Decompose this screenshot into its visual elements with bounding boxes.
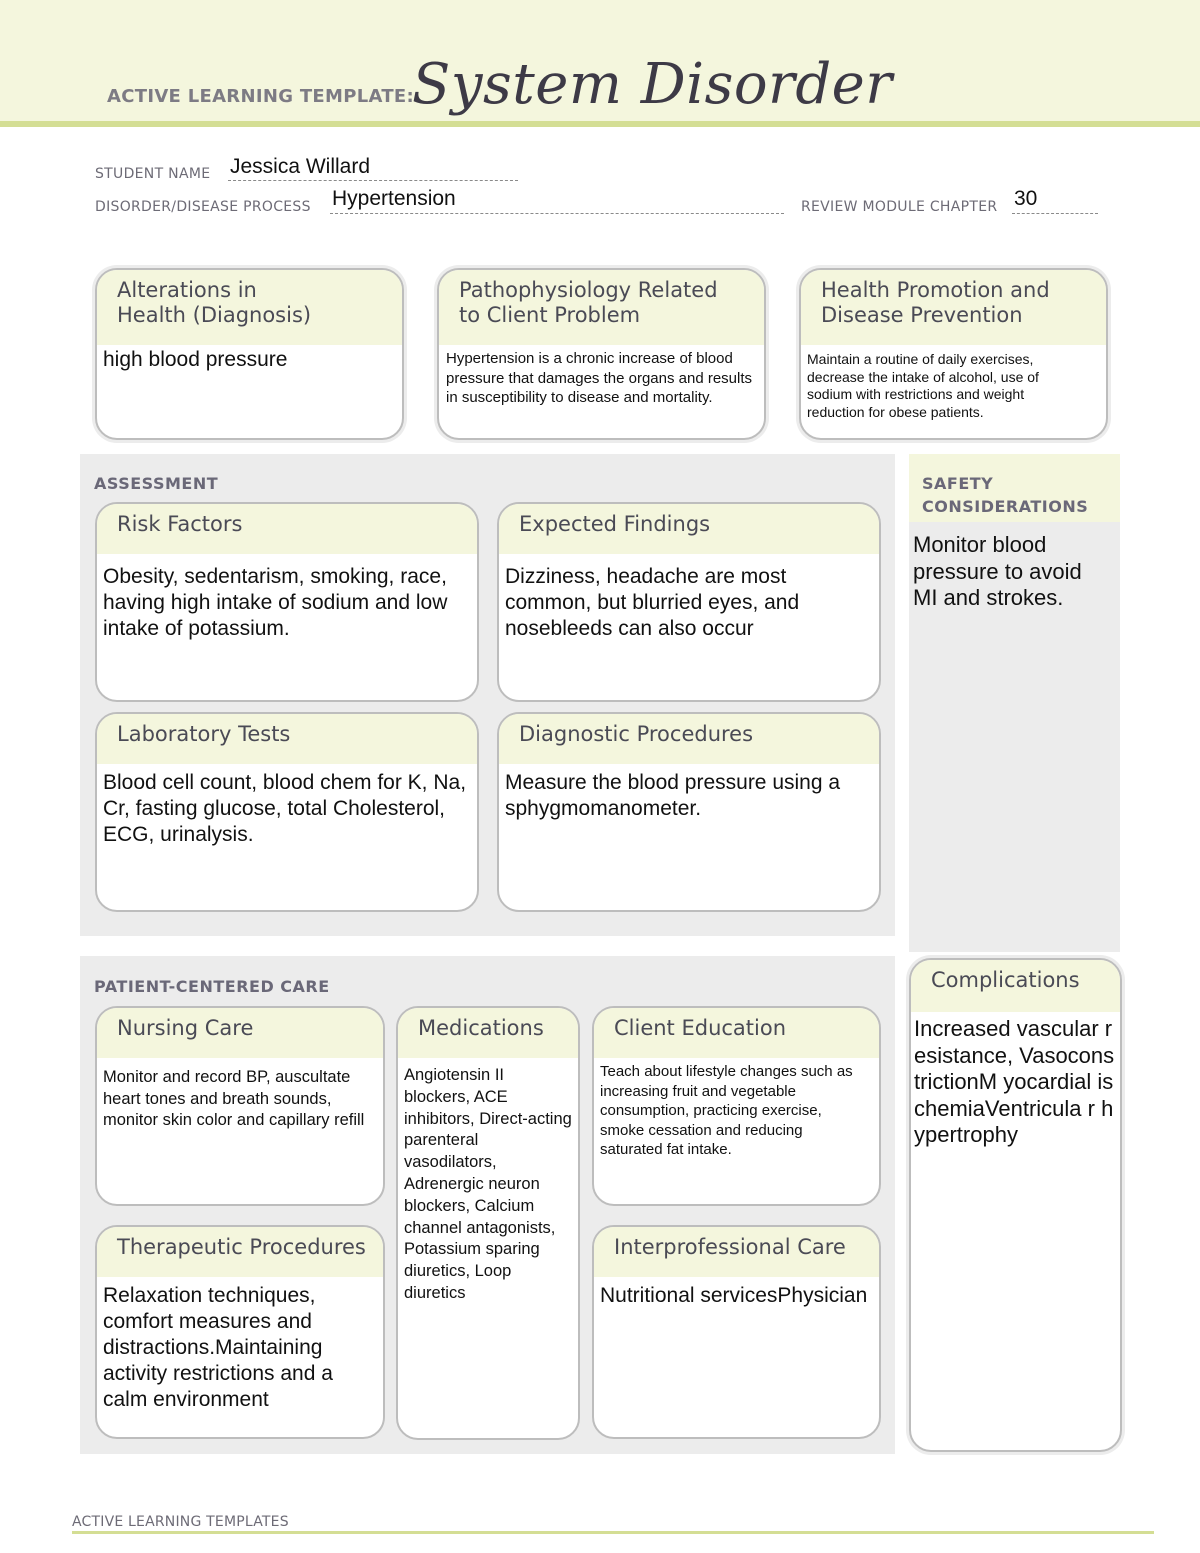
alterations-text[interactable]: high blood pressure [103,348,288,371]
expected-findings-title: Expected Findings [499,504,879,554]
expected-findings-text[interactable]: Dizziness, headache are most common, but blurried eyes, and nosebleeds can also occur [505,565,800,640]
medications-text[interactable]: Angiotensin II blockers, ACE inhibitors, Direct-acting parenteral vasodilators, Adrenergic neuron blockers, Calcium channel antagonists, Potassium sparing diuretics, Loop diuretics [404,1066,572,1302]
diagnostic-procedures-title: Diagnostic Procedures [499,714,879,764]
disorder-value: Hypertension [332,187,456,210]
risk-factors-text[interactable]: Obesity, sedentarism, smoking, race, having high intake of sodium and low intake of potassium. [103,565,448,640]
patient-care-title: PATIENT-CENTERED CARE [94,977,330,996]
assessment-title: ASSESSMENT [94,474,219,493]
disorder-label: DISORDER/DISEASE PROCESS [95,199,311,215]
footer-label: ACTIVE LEARNING TEMPLATES [72,1514,289,1530]
student-name-value: Jessica Willard [230,155,371,178]
safety-column [909,454,1120,952]
template-label: ACTIVE LEARNING TEMPLATE: [107,86,414,107]
client-education-title: Client Education [594,1008,879,1058]
review-chapter-field[interactable] [1012,213,1098,214]
student-name-label: STUDENT NAME [95,166,211,182]
interprofessional-care-title: Interprofessional Care [594,1227,879,1277]
disorder-field[interactable] [330,213,784,214]
template-title: System Disorder [412,52,893,117]
interprofessional-care-text[interactable]: Nutritional servicesPhysician [600,1284,868,1307]
interprofessional-care-box [592,1225,881,1439]
alterations-title: Alterations in Health (Diagnosis) [97,270,402,345]
client-education-text[interactable]: Teach about lifestyle changes such as increasing fruit and vegetable consumption, practicing exercise, smoke cessation and reducing saturated fat intake. [600,1063,853,1158]
nursing-care-title: Nursing Care [97,1008,383,1058]
diagnostic-procedures-text[interactable]: Measure the blood pressure using a sphygmomanometer. [505,771,841,820]
health-promotion-text[interactable]: Maintain a routine of daily exercises, decrease the intake of alcohol, use of sodium with restrictions and weight reduction for obese patients. [807,351,1039,420]
header-rule [0,121,1200,127]
client-education-box [592,1006,881,1206]
therapeutic-procedures-title: Therapeutic Procedures [97,1227,383,1277]
pathophysiology-title: Pathophysiology Related to Client Problem [439,270,764,345]
review-chapter-value: 30 [1014,187,1038,210]
therapeutic-procedures-text[interactable]: Relaxation techniques, comfort measures and distractions.Maintaining activity restrictions and a calm environment [103,1284,333,1411]
safety-text[interactable]: Monitor blood pressure to avoid MI and strokes. [913,532,1082,610]
laboratory-tests-title: Laboratory Tests [97,714,477,764]
nursing-care-text[interactable]: Monitor and record BP, auscultate heart tones and breath sounds, monitor skin color and capillary refill [103,1068,365,1129]
student-name-field[interactable] [228,180,518,181]
laboratory-tests-text[interactable]: Blood cell count, blood chem for K, Na, Cr, fasting glucose, total Cholesterol, ECG, urinalysis. [103,771,467,846]
safety-title: SAFETY CONSIDERATIONS [922,474,1089,516]
health-promotion-title: Health Promotion and Disease Prevention [801,270,1106,345]
footer-rule [72,1531,1154,1534]
complications-box [909,958,1122,1452]
review-chapter-label: REVIEW MODULE CHAPTER [801,199,998,215]
laboratory-tests-box [95,712,479,912]
diagnostic-procedures-box [497,712,881,912]
risk-factors-box [95,502,479,702]
therapeutic-procedures-box [95,1225,385,1439]
health-promotion-box [799,268,1108,440]
expected-findings-box [497,502,881,702]
complications-title: Complications [911,960,1120,1012]
medications-title: Medications [398,1008,578,1058]
pathophysiology-box [437,268,766,440]
medications-box [396,1006,580,1440]
complications-text[interactable]: Increased vascular resistance, VasoconstrictionM yocardial ischemiaVentricula r hypertrophy [914,1016,1115,1147]
risk-factors-title: Risk Factors [97,504,477,554]
pathophysiology-text[interactable]: Hypertension is a chronic increase of blood pressure that damages the organs and results in susceptibility to disease and mortality. [446,350,753,406]
nursing-care-box [95,1006,385,1206]
alterations-box [95,268,404,440]
